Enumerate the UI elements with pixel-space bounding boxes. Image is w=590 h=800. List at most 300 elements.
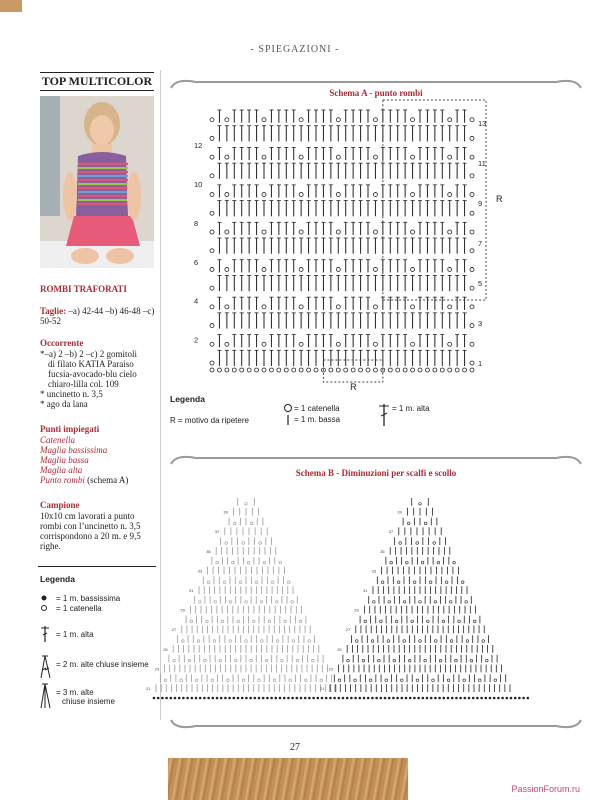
foundation-dot — [468, 697, 471, 700]
base-chain — [433, 368, 437, 372]
chain-stitch — [448, 267, 452, 271]
right-piece-chain — [482, 640, 485, 643]
chain-stitch — [411, 118, 415, 122]
left-piece-chain — [260, 601, 263, 604]
base-chain — [329, 368, 333, 372]
base-chain — [448, 368, 452, 372]
base-chain — [359, 368, 363, 372]
right-piece-chain — [478, 679, 481, 682]
foundation-dot — [300, 697, 303, 700]
left-piece-chain — [259, 542, 262, 545]
foundation-dot — [279, 697, 282, 700]
left-piece-chain — [245, 640, 248, 643]
base-chain — [299, 368, 303, 372]
row-number-left: 8 — [194, 218, 199, 228]
right-piece-chain — [435, 640, 438, 643]
foundation-dot — [443, 697, 446, 700]
chain-stitch — [210, 361, 214, 365]
chain-stitch — [411, 193, 415, 197]
chain-stitch — [411, 305, 415, 309]
foundation-dot — [485, 697, 488, 700]
foundation-dot — [384, 697, 387, 700]
left-piece-chain — [291, 601, 294, 604]
right-piece-row-number: 25 — [337, 646, 342, 652]
chain-stitch — [262, 305, 266, 309]
occorrente-line: * ago da lana — [40, 399, 88, 409]
left-piece-chain — [180, 679, 183, 682]
foundation-dot — [489, 697, 492, 700]
occorrente-line: *–a) 2 –b) 2 –c) 2 gomitoli — [40, 349, 137, 359]
chain-stitch — [262, 193, 266, 197]
right-piece-row-number: 31 — [363, 588, 368, 593]
row-number-left: 6 — [194, 257, 199, 267]
right-piece-chain — [424, 522, 427, 525]
right-piece-row-number: 33 — [371, 568, 377, 574]
left-piece-chain — [199, 601, 202, 604]
schema-a-legend-alta: = 1 m. alta — [392, 404, 430, 413]
campione-line: righe. — [40, 541, 61, 551]
left-piece-chain — [253, 620, 256, 623]
foundation-dot — [245, 697, 248, 700]
right-piece-chain — [408, 659, 411, 662]
taglie-label: Taglie: — [40, 306, 67, 316]
foundation-dot — [518, 697, 521, 700]
right-piece-chain — [463, 679, 466, 682]
right-piece-chain — [447, 679, 450, 682]
foundation-dot — [514, 697, 517, 700]
foundation-dot — [174, 697, 177, 700]
chain-stitch — [448, 305, 452, 309]
right-piece-chain — [373, 601, 376, 604]
chain-stitch — [448, 155, 452, 159]
left-piece-chain — [304, 679, 307, 682]
right-piece-chain — [355, 640, 358, 643]
left-piece-chain — [219, 659, 222, 662]
base-chain — [225, 368, 229, 372]
foundation-dot — [207, 697, 210, 700]
left-piece-chain — [284, 620, 287, 623]
right-piece-chain — [403, 640, 406, 643]
chain-stitch — [210, 193, 214, 197]
chain-stitch — [336, 267, 340, 271]
campione-text — [40, 511, 158, 551]
schema-b-header-rule — [166, 450, 586, 470]
chain-stitch — [336, 193, 340, 197]
page-header: - SPIEGAZIONI - — [250, 44, 340, 55]
punto-item: Maglia bassa — [40, 455, 89, 465]
right-piece-chain — [411, 620, 414, 623]
base-chain — [455, 368, 459, 372]
right-piece-row-number: 23 — [328, 666, 334, 672]
chain-stitch — [210, 211, 214, 215]
left-piece-chain — [261, 640, 264, 643]
base-chain — [373, 368, 377, 372]
foundation-dot — [220, 697, 223, 700]
chain-stitch — [210, 155, 214, 159]
foundation-dot — [422, 697, 425, 700]
foundation-dot — [342, 697, 345, 700]
left-piece-chain — [206, 620, 209, 623]
right-piece-chain — [362, 659, 365, 662]
campione-line: 10x10 cm lavorati a punto — [40, 511, 135, 521]
chain-stitch — [299, 267, 303, 271]
right-piece-row-number: 37 — [388, 529, 394, 535]
repeat-label-side: R — [496, 194, 503, 204]
right-piece-chain — [473, 620, 476, 623]
right-piece-chain — [486, 659, 489, 662]
right-piece-chain — [364, 620, 367, 623]
chain-stitch — [299, 193, 303, 197]
right-piece-chain — [347, 659, 350, 662]
right-piece-chain — [380, 620, 383, 623]
left-piece-row-number: 39 — [223, 509, 228, 515]
punto-suffix: (schema A) — [87, 475, 129, 485]
left-piece-chain — [273, 679, 276, 682]
foundation-dot — [338, 697, 341, 700]
foundation-dot — [203, 697, 206, 700]
foundation-dot — [380, 697, 383, 700]
base-chain — [351, 368, 355, 372]
bassissima-symbol — [42, 596, 47, 601]
right-piece-chain — [387, 640, 390, 643]
right-piece-chain — [470, 659, 473, 662]
foundation-dot — [262, 697, 265, 700]
right-piece-chain — [378, 659, 381, 662]
chain-stitch — [470, 249, 474, 253]
chain-stitch — [470, 136, 474, 140]
foundation-dot — [161, 697, 164, 700]
right-piece-chain — [434, 601, 437, 604]
schema-a-diagram — [190, 98, 510, 392]
left-piece-chain — [271, 581, 274, 584]
left-piece-chain — [250, 522, 253, 525]
foundation-dot — [191, 697, 194, 700]
right-piece-chain — [393, 659, 396, 662]
occorrente-line: chiaro-lilla col. 109 — [48, 379, 119, 389]
foundation-dot — [170, 697, 173, 700]
left-piece-chain — [216, 561, 219, 564]
foundation-dot — [455, 697, 458, 700]
schema-a-legend-bassa: = 1 m. bassa — [294, 415, 341, 424]
chain-stitch — [225, 193, 229, 197]
right-piece-chain — [429, 581, 432, 584]
foundation-dot — [153, 697, 156, 700]
left-piece-chain — [225, 542, 228, 545]
row-number-right: 13 — [478, 119, 487, 128]
chain-stitch — [373, 305, 377, 309]
foundation-dot — [493, 697, 496, 700]
left-piece-chain — [211, 679, 214, 682]
left-piece-chain — [237, 620, 240, 623]
row-number-right: 7 — [478, 239, 483, 248]
left-piece-chain — [281, 659, 284, 662]
foundation-dot — [312, 697, 315, 700]
campione-title: Campione — [40, 500, 80, 510]
right-piece-chain — [369, 679, 372, 682]
occorrente-list — [40, 349, 158, 409]
chain-stitch — [448, 230, 452, 234]
foundation-dot — [157, 697, 160, 700]
base-chain — [240, 368, 244, 372]
left-piece-row-number: 23 — [154, 666, 160, 672]
foundation-dot — [501, 697, 504, 700]
left-piece-row-number: 21 — [146, 686, 151, 691]
chain-stitch — [299, 305, 303, 309]
foundation-dot — [430, 697, 433, 700]
left-piece-row-number: 33 — [197, 568, 203, 574]
left-piece-chain — [276, 640, 279, 643]
foundation-dot — [409, 697, 412, 700]
chain-stitch — [470, 361, 474, 365]
legend-due-alte: = 2 m. alte chiuse insieme — [56, 660, 149, 669]
chain-stitch — [210, 342, 214, 346]
foundation-dot — [228, 697, 231, 700]
left-piece-row-number: 35 — [206, 548, 211, 554]
left-piece-chain — [245, 601, 248, 604]
foundation-dot — [249, 697, 252, 700]
left-piece-chain — [234, 659, 237, 662]
chain-stitch — [373, 155, 377, 159]
punto-item: Maglia alta — [40, 465, 83, 475]
right-piece-row-number: 27 — [345, 627, 351, 633]
base-chain — [307, 368, 311, 372]
foundation-dot — [233, 697, 236, 700]
chain-stitch — [225, 305, 229, 309]
base-chain — [232, 368, 236, 372]
tre-alte-symbol — [41, 684, 50, 708]
chain-stitch — [373, 267, 377, 271]
chain-stitch — [470, 324, 474, 328]
foundation-dot — [396, 697, 399, 700]
knit-texture-image — [168, 758, 408, 800]
chain-stitch — [373, 118, 377, 122]
chain-stitch — [299, 155, 303, 159]
row-number-left: 10 — [194, 179, 203, 189]
chain-stitch — [210, 324, 214, 328]
left-piece-chain — [299, 620, 302, 623]
foundation-dot — [367, 697, 370, 700]
foundation-dot — [476, 697, 479, 700]
foundation-dot — [254, 697, 257, 700]
row-number-right: 1 — [478, 359, 483, 368]
left-piece-chain — [233, 522, 236, 525]
foundation-dot — [304, 697, 307, 700]
punto-item: Maglia bassissima — [40, 445, 108, 455]
foundation-dot — [165, 697, 168, 700]
left-piece-row-number: 25 — [163, 646, 168, 652]
right-piece-chain — [421, 561, 424, 564]
left-piece-chain — [242, 542, 245, 545]
right-piece-chain — [465, 601, 468, 604]
row-number-right: 9 — [478, 199, 483, 208]
left-piece-chain — [268, 620, 271, 623]
foundation-dot — [527, 697, 530, 700]
base-chain — [284, 368, 288, 372]
foundation-dot — [241, 697, 244, 700]
base-chain — [210, 368, 214, 372]
right-piece-chain — [427, 620, 430, 623]
foundation-dot — [459, 697, 462, 700]
chain-stitch — [470, 193, 474, 197]
taglie-block — [40, 306, 158, 326]
foundation-dot — [401, 697, 404, 700]
chain-stitch — [470, 342, 474, 346]
left-piece-chain — [204, 659, 207, 662]
left-piece-chain — [229, 640, 232, 643]
left-legend-symbols — [40, 590, 56, 730]
chain-stitch — [225, 118, 229, 122]
chain-stitch — [448, 118, 452, 122]
base-chain — [440, 368, 444, 372]
right-piece-chain — [403, 601, 406, 604]
chain-stitch — [262, 267, 266, 271]
foundation-dot — [317, 697, 320, 700]
chain-stitch — [225, 267, 229, 271]
base-chain — [463, 368, 467, 372]
base-chain — [470, 368, 474, 372]
right-piece-chain — [494, 679, 497, 682]
chain-stitch — [210, 305, 214, 309]
foundation-dot — [480, 697, 483, 700]
base-chain — [388, 368, 392, 372]
right-piece-chain — [406, 561, 409, 564]
chain-stitch — [299, 230, 303, 234]
catenella-icon — [285, 405, 292, 412]
left-piece-row-number: 31 — [189, 588, 194, 593]
foundation-dot — [417, 697, 420, 700]
foundation-dot — [447, 697, 450, 700]
right-piece-chain — [385, 679, 388, 682]
foundation-dot — [464, 697, 467, 700]
right-piece-row-number: 39 — [397, 509, 402, 515]
base-chain — [255, 368, 259, 372]
foundation-dot — [472, 697, 475, 700]
left-piece-chain — [232, 561, 235, 564]
row-number-right: 5 — [478, 279, 483, 288]
foundation-dot — [510, 697, 513, 700]
catenella-symbol — [42, 606, 47, 611]
chain-stitch — [262, 118, 266, 122]
foundation-dot — [371, 697, 374, 700]
chain-stitch — [299, 342, 303, 346]
bottom-rule — [166, 716, 586, 734]
chain-stitch — [373, 342, 377, 346]
punto-item: Punto rombi — [40, 475, 85, 485]
left-piece-chain — [197, 640, 200, 643]
chain-stitch — [336, 230, 340, 234]
foundation-dot — [451, 697, 454, 700]
chain-stitch — [210, 136, 214, 140]
schema-b-diagram — [146, 484, 540, 714]
campione-line: corrispondono a 20 m. e 9,5 — [40, 531, 141, 541]
right-piece-chain — [450, 640, 453, 643]
right-piece-chain — [338, 679, 341, 682]
row-number-left: 2 — [194, 335, 199, 345]
foundation-dot — [178, 697, 181, 700]
foundation-dot — [413, 697, 416, 700]
left-legend-title: Legenda — [40, 574, 75, 584]
left-piece-chain — [195, 679, 198, 682]
right-piece-row-number: 35 — [380, 548, 385, 554]
chain-stitch — [470, 267, 474, 271]
right-piece-chain — [390, 561, 393, 564]
foundation-dot — [333, 697, 336, 700]
right-piece-row-number: 29 — [354, 607, 359, 613]
foundation-dot — [237, 697, 240, 700]
left-piece-row-number: 27 — [171, 627, 177, 633]
right-piece-row-number: 21 — [320, 686, 325, 691]
left-piece-chain — [181, 640, 184, 643]
right-piece-chain — [439, 659, 442, 662]
punti-title: Punti impiegati — [40, 424, 100, 434]
chain-stitch — [470, 286, 474, 290]
left-piece-chain — [239, 581, 242, 584]
chain-stitch — [336, 118, 340, 122]
left-piece-chain — [164, 679, 167, 682]
chain-stitch — [411, 155, 415, 159]
chain-stitch — [225, 155, 229, 159]
chain-stitch — [470, 118, 474, 122]
foundation-dot — [199, 697, 202, 700]
foundation-dot — [224, 697, 227, 700]
foundation-dot — [216, 697, 219, 700]
right-piece-chain — [433, 542, 436, 545]
right-piece-chain — [416, 542, 419, 545]
left-piece-chain — [320, 679, 323, 682]
base-chain — [292, 368, 296, 372]
foundation-dot — [506, 697, 509, 700]
occorrente-line: di filato KATIA Paraiso — [48, 359, 134, 369]
foundation-dot — [375, 697, 378, 700]
right-piece-chain — [399, 542, 402, 545]
foundation-dot — [434, 697, 437, 700]
punti-list — [40, 435, 158, 485]
foundation-dot — [186, 697, 189, 700]
left-piece-chain — [292, 640, 295, 643]
foundation-dot — [346, 697, 349, 700]
legend-tre-alte: = 3 m. alte — [56, 688, 94, 697]
left-piece-chain — [207, 581, 210, 584]
chain-stitch — [210, 249, 214, 253]
chain-stitch — [262, 342, 266, 346]
left-piece-chain — [221, 620, 224, 623]
chain-stitch — [336, 305, 340, 309]
chain-stitch — [411, 230, 415, 234]
foundation-dot — [266, 697, 269, 700]
foundation-dot — [291, 697, 294, 700]
right-piece-chain — [419, 601, 422, 604]
foundation-dot — [270, 697, 273, 700]
right-piece-chain — [419, 640, 422, 643]
foundation-dot — [363, 697, 366, 700]
chain-stitch — [225, 342, 229, 346]
left-piece-row-number: 37 — [214, 529, 220, 535]
chain-stitch — [262, 230, 266, 234]
right-piece-chain — [395, 620, 398, 623]
right-piece-chain — [445, 581, 448, 584]
base-chain — [418, 368, 422, 372]
foundation-dot — [426, 697, 429, 700]
legend-bassissima: = 1 m. bassissima — [56, 594, 121, 603]
schema-a-legend-title: Legenda — [170, 394, 205, 404]
legend-tre-alte-2: chiuse insieme — [62, 697, 115, 706]
foundation-dot — [392, 697, 395, 700]
foundation-dot — [275, 697, 278, 700]
right-piece-chain — [401, 679, 404, 682]
left-piece-row-number: 29 — [180, 607, 185, 613]
foundation-dot — [195, 697, 198, 700]
right-piece-chain — [432, 679, 435, 682]
